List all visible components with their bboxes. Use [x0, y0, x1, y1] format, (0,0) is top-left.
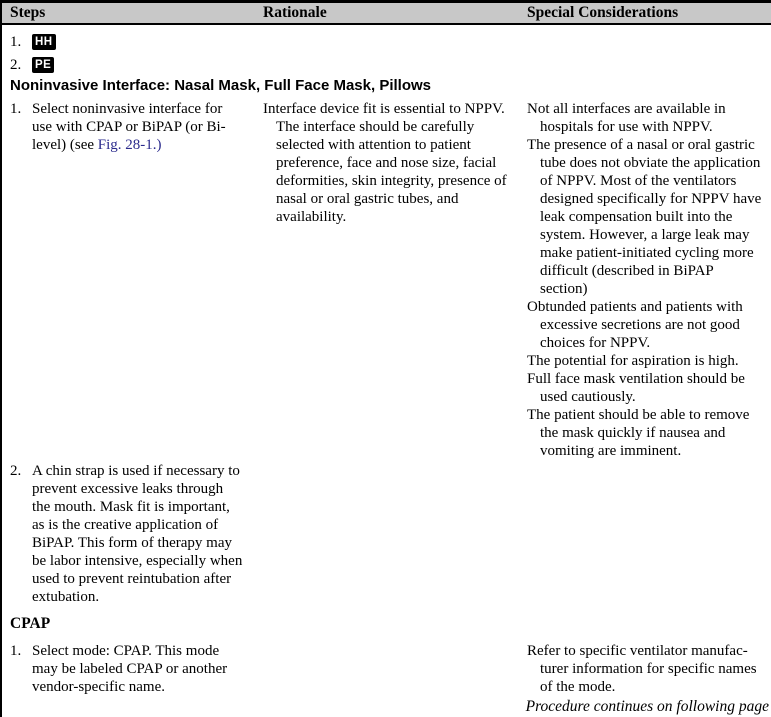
special-paragraph: Refer to specific ventilator manufacturer information for specific names of the mode.: [527, 643, 757, 695]
step-text: [32, 100, 244, 154]
procedure-row: [2, 642, 771, 696]
special-paragraph: Not all interfaces are available in hospitals for use with NPPV.: [527, 101, 726, 135]
special-paragraph: The presence of a nasal or oral gastric tube does not obviate the application of NPPV. Most of the ventilators designed specifically for NPPV have leak compensation built into the system. However, a large leak may make patient-initiated cycling more difficult (described in BiPAP section): [527, 137, 762, 297]
table-header-row: [2, 3, 771, 25]
column-header-rationale: Rationale: [263, 4, 327, 21]
section-title-noninvasive-interface: Noninvasive Interface: Nasal Mask, Full Face Mask, Pillows: [10, 77, 431, 94]
hand-hygiene-icon: HH: [32, 34, 56, 50]
special-considerations-cell: [519, 100, 771, 460]
steps-cell: [2, 100, 257, 154]
step-personal-equipment: [10, 55, 771, 75]
column-header-steps: Steps: [10, 4, 46, 21]
procedure-row: [2, 462, 771, 606]
section-title-cpap: CPAP: [10, 615, 51, 632]
figure-28-1-link[interactable]: Fig. 28-1.): [97, 137, 162, 153]
special-paragraph: Full face mask ventilation should be used cautiously.: [527, 371, 745, 405]
steps-cell: [2, 462, 257, 606]
rationale-paragraph: Interface device fit is essential to NPPV. The interface should be carefully selected with attention to patient preference, face and nose size, facial deformities, skin integrity, presence of nasal or oral gastric tubes, and availability.: [263, 101, 507, 225]
step-text-body: Select noninvasive interface for use with CPAP or BiPAP (or Bi-level) (see: [32, 101, 226, 153]
steps-cell: [2, 642, 257, 696]
step-text: A chin strap is used if necessary to prevent excessive leaks through the mouth. Mask fit is important, as is the creative application of BiPAP. This form of therapy may be labor intensive, especially when used to prevent reintubation after extubation.: [32, 463, 243, 605]
step-hand-hygiene: [10, 32, 771, 52]
step-number: 2.: [10, 463, 22, 479]
column-header-special-considerations: Special Considerations: [527, 4, 679, 21]
step-text: Select mode: CPAP. This mode may be labeled CPAP or another vendor-specific name.: [32, 643, 228, 695]
procedure-row: [2, 100, 771, 460]
rationale-cell: [257, 100, 519, 226]
special-paragraph: The potential for aspiration is high.: [527, 353, 739, 369]
continuation-note: Procedure continues on following page: [525, 698, 769, 715]
step-number: 1.: [10, 643, 22, 659]
step-number: 2.: [10, 57, 22, 73]
step-number: 1.: [10, 101, 22, 117]
step-number: 1.: [10, 34, 22, 50]
special-paragraph: The patient should be able to remove the mask quickly if nausea and vomiting are imminent.: [527, 407, 750, 459]
personal-equipment-icon: PE: [32, 57, 54, 73]
special-paragraph: Obtunded patients and patients with excessive secretions are not good choices for NPPV.: [527, 299, 743, 351]
special-considerations-cell: [519, 642, 771, 696]
